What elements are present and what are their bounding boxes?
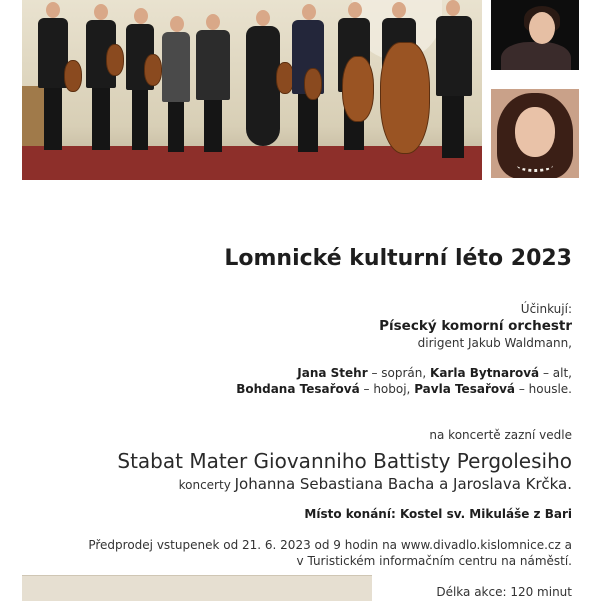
alto-portrait [491,89,579,178]
orchestra-name: Písecký komorní orchestr [379,318,572,334]
concerts-line [179,475,572,493]
concerts-prefix: koncerty [178,478,235,492]
venue-line [304,507,572,521]
venue: Místo konání: Kostel sv. Mikuláše z Bari [304,507,572,521]
soloist-name: Bohdana Tesařová [236,382,360,396]
soloist-name: Jana Stehr [297,366,368,380]
paper-image-fragment [22,575,372,601]
program-intro: na koncertě zazní vedle [429,428,572,442]
conductor-line: dirigent Jakub Waldmann, [417,336,572,350]
orchestra-photo [22,0,482,180]
soloist-name: Karla Bytnarová [430,366,540,380]
main-work: Stabat Mater Giovanniho Battisty Pergolesiho [117,449,572,473]
presale-line-1: Předprodej vstupenek od 21. 6. 2023 od 9 hodin na www.divadlo.kislomnice.cz a [88,538,572,552]
concerts-composers: Johanna Sebastiana Bacha a Jaroslava Krčka. [234,475,572,493]
soloist-role: – alt, [539,366,572,380]
performers-label: Účinkují: [520,302,572,316]
event-title: Lomnické kulturní léto 2023 [224,246,572,271]
presale-line-2: v Turistickém informačním centru na náměstí. [296,554,572,568]
soloists-line-2 [236,382,572,396]
duration: Délka akce: 120 minut [436,585,572,599]
soloist-role: – housle. [515,382,572,396]
soloist-role: – soprán, [367,366,431,380]
soloist-role: – hoboj, [359,382,415,396]
soloist-name: Pavla Tesařová [414,382,516,396]
soprano-portrait [491,0,579,70]
soloists-line-1 [297,366,572,380]
